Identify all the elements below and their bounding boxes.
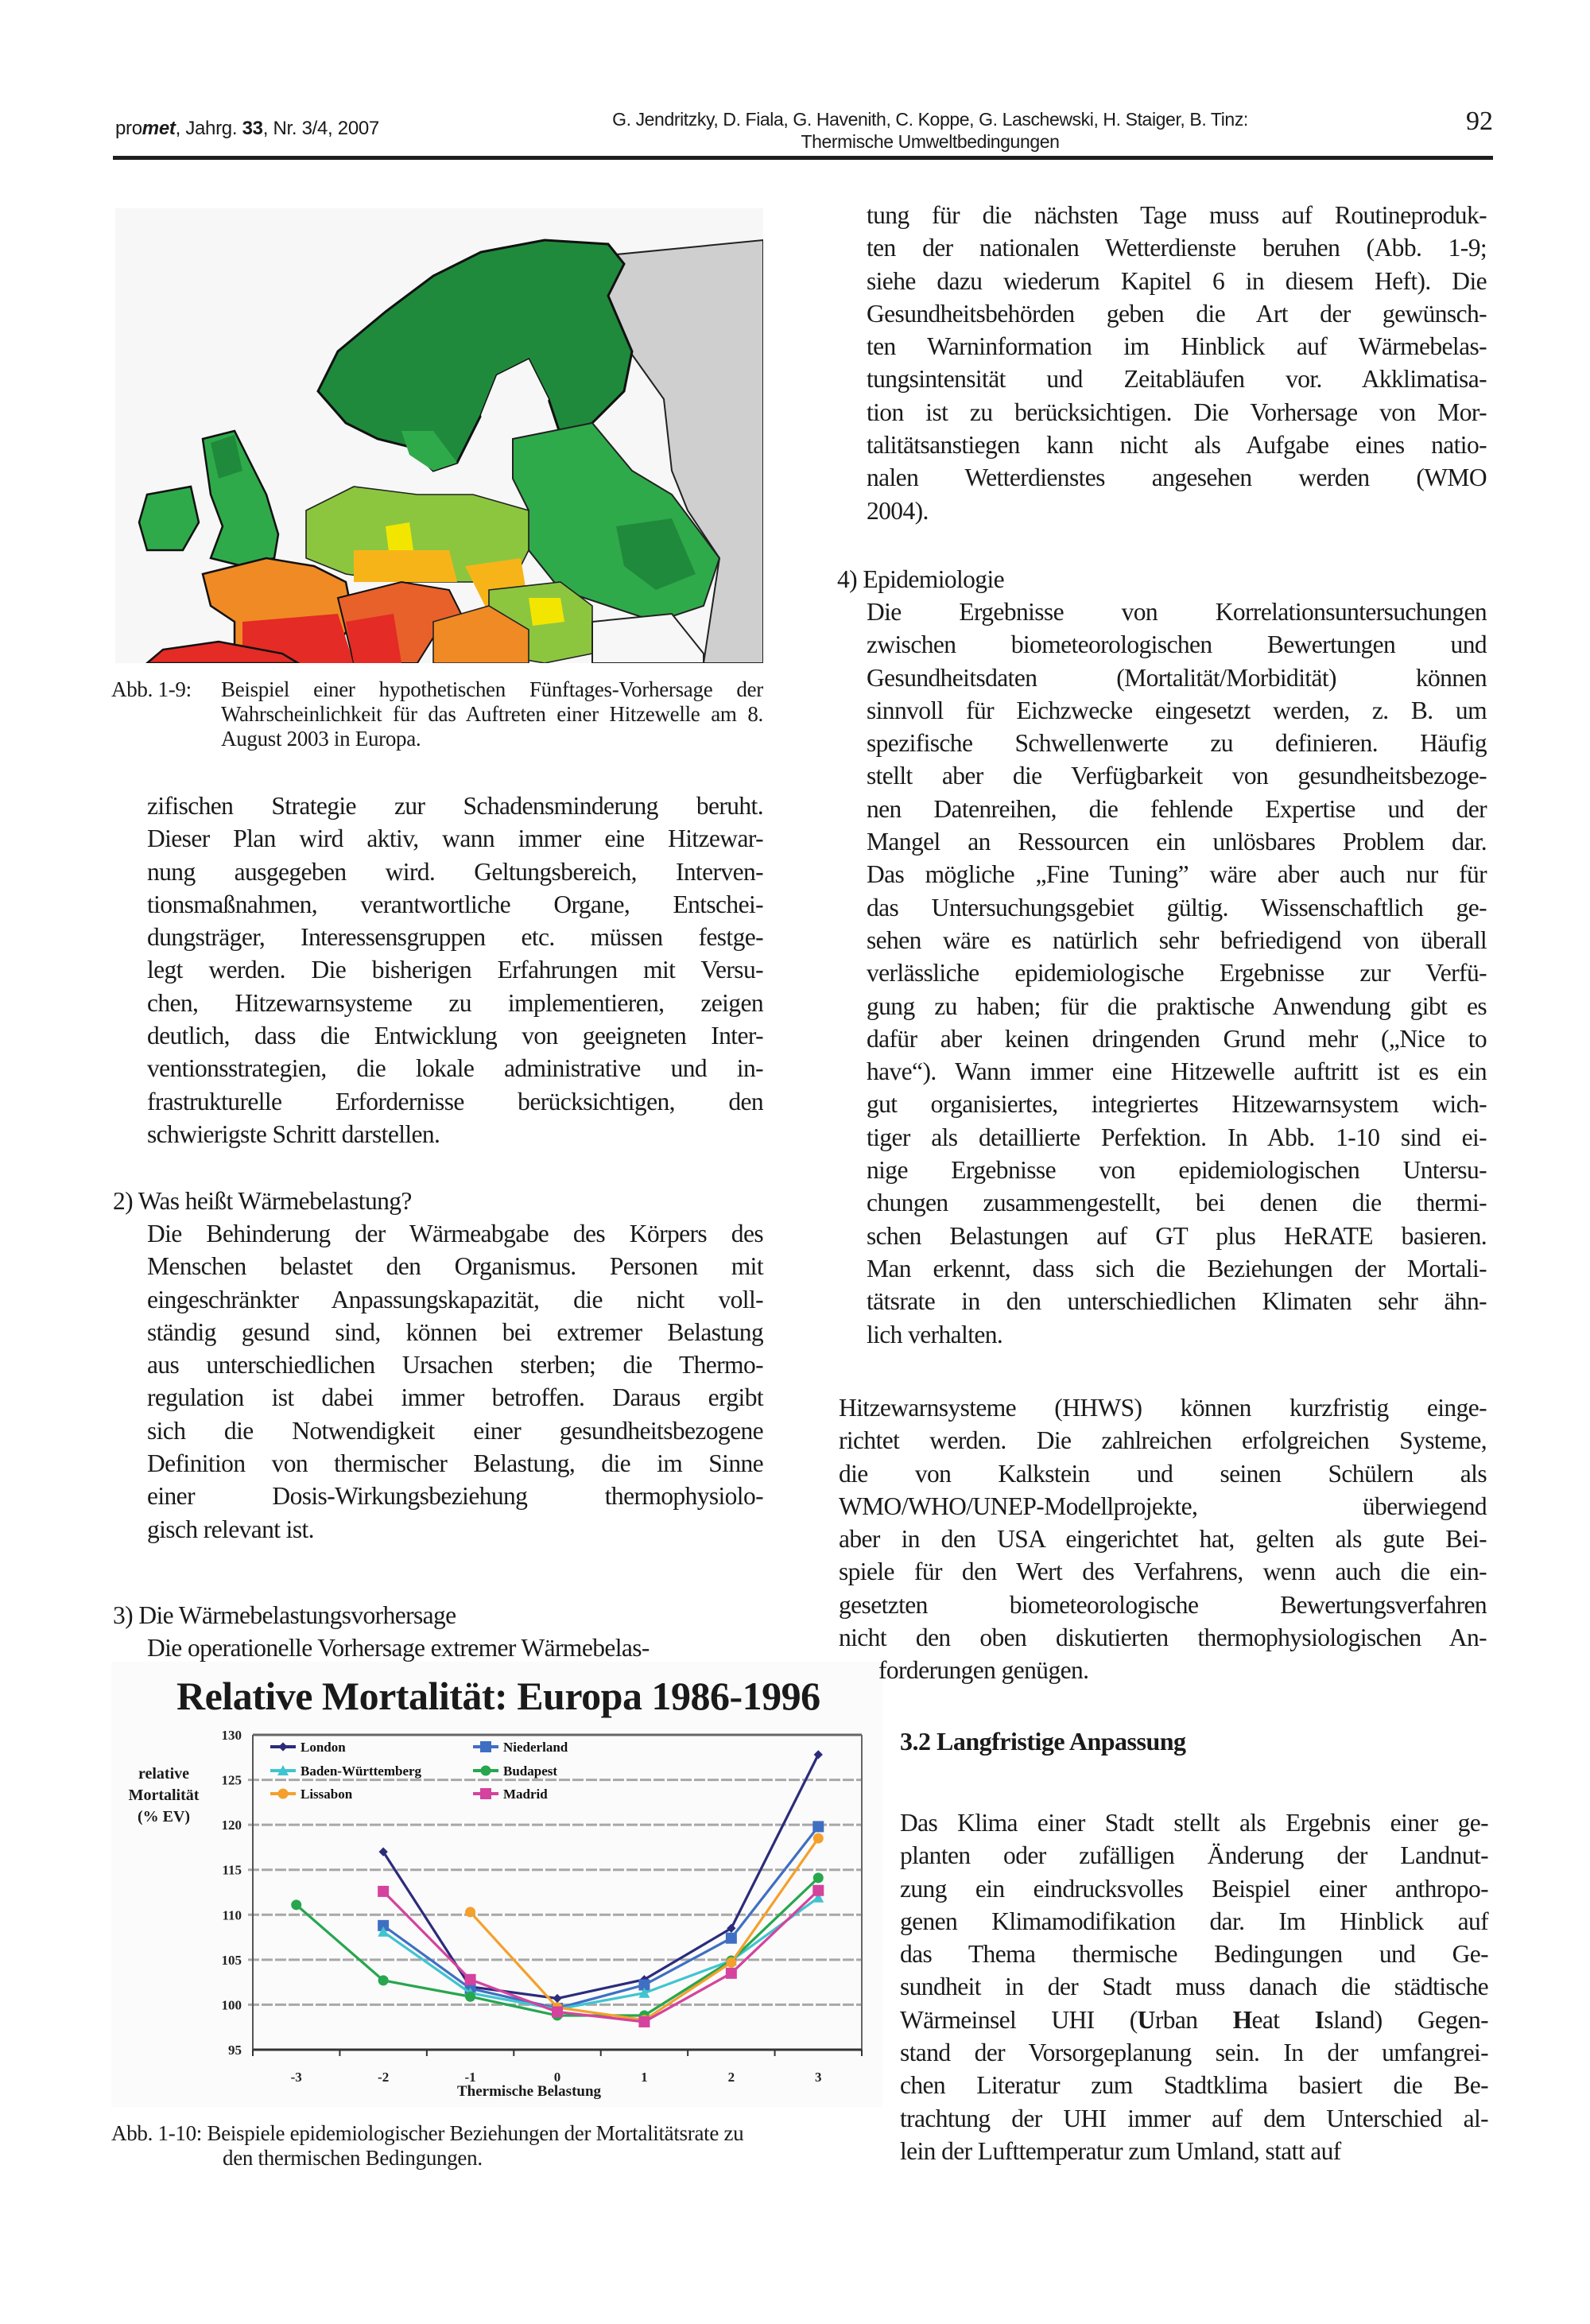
authors: G. Jendritzky, D. Fiala, G. Havenith, C. Koppe, G. Laschewski, H. Staiger, B. Tinz:	[612, 109, 1248, 130]
journal-brand-emphasis: met	[142, 118, 176, 139]
section-2-body	[147, 1217, 763, 1546]
figure-label: Abb. 1-9:	[111, 677, 192, 701]
text-line: tionsmaßnahmen, verantwortliche Organe, Entschei-	[147, 890, 763, 918]
x-tick-label: 0	[553, 2070, 561, 2085]
journal-year-label: , Jahrg.	[175, 118, 242, 139]
text-line: siehe dazu wiederum Kapitel 6 in diesem Heft). Die	[867, 266, 1487, 295]
text-line: verlässliche epidemiologische Ergebnisse zur Verfü-	[867, 959, 1487, 987]
text-line: Das mögliche „Fine Tuning” wäre aber auch nur für	[867, 860, 1487, 889]
section-3-2-heading: 3.2 Langfristige Anpassung	[900, 1727, 1186, 1756]
text-line: tion ist zu berücksichtigen. Die Vorhersage von Mor-	[867, 398, 1487, 426]
chart-title: Relative Mortalität: Europa 1986-1996	[176, 1674, 820, 1718]
text-line: gung zu haben; für die praktische Anwendung gibt es	[867, 991, 1487, 1020]
text-line: stellt aber die Verfügbarkeit von gesundheitsbezoge-	[867, 762, 1487, 790]
section-number: 2)	[113, 1187, 134, 1215]
text-line: schen Belastungen auf GT plus HeRATE basieren.	[867, 1221, 1487, 1250]
text-line: Das Klima einer Stadt stellt als Ergebnis einer ge-	[900, 1809, 1488, 1837]
text-line: regulation ist dabei immer betroffen. Daraus ergibt	[147, 1383, 763, 1412]
legend-item	[473, 1763, 557, 1779]
y-label-line: (% EV)	[137, 1808, 191, 1825]
text-line: tätsrate in den unterschiedlichen Klimaten sehr ähn-	[867, 1287, 1487, 1316]
chart-legend	[270, 1740, 568, 1802]
y-tick-label: 100	[221, 1997, 242, 2013]
text-line: genen Klimamodifikation dar. Im Hinblick auf	[900, 1907, 1488, 1935]
caption-body: Beispiele epidemiologischer Beziehungen der Mortalitätsrate zu	[207, 2121, 744, 2145]
text-line: dungsträger, Interessensgruppen etc. müssen festge-	[147, 923, 763, 952]
text-line: richtet werden. Die zahlreichen erfolgreichen Systeme,	[839, 1426, 1487, 1455]
text-line: aber in den USA eingerichtet hat, gelten als gute Bei-	[839, 1525, 1487, 1554]
y-tick-label: 120	[221, 1818, 242, 1833]
figure-label: Abb. 1-10:	[111, 2121, 202, 2145]
x-axis-title: Thermische Belastung	[457, 2083, 602, 2100]
text-line: Man erkennt, dass sich die Beziehungen der Mortali-	[867, 1254, 1487, 1282]
text-line: aus unterschiedlichen Ursachen sterben; die Thermo-	[147, 1351, 763, 1379]
journal-citation	[115, 118, 379, 140]
text-line: nige Ergebnisse von epidemiologischen Untersu-	[867, 1156, 1487, 1185]
svg-text:Madrid: Madrid	[503, 1787, 548, 1802]
running-head	[493, 108, 1367, 153]
svg-text:Lissabon: Lissabon	[301, 1787, 353, 1802]
left-column-paragraph-1	[147, 790, 763, 1150]
text-line: einer Dosis-Wirkungsbeziehung thermophysiolo-	[147, 1482, 763, 1511]
y-tick-label: 95	[228, 2043, 242, 2058]
x-tick-label: 1	[641, 2070, 648, 2085]
y-tick-label: 110	[222, 1907, 242, 1923]
text-line: schwierigste Schritt darstellen.	[147, 1119, 440, 1148]
text-line: Hitzewarnsysteme (HHWS) können kurzfristig einge-	[839, 1394, 1487, 1422]
text-line: ten Warninformation im Hinblick auf Wärmebelas-	[867, 332, 1487, 361]
series-niederland	[378, 1821, 824, 2014]
series-london	[378, 1750, 822, 2003]
text-line: sehen wäre es natürlich sehr befriedigend von überall	[867, 925, 1487, 954]
svg-text:London: London	[301, 1740, 346, 1755]
text-line: WMO/WHO/UNEP-Modellprojekte, überwiegend	[839, 1492, 1487, 1520]
text-line: Gesundheitsbehörden geben die Art der gewünsch-	[867, 299, 1487, 328]
page-header	[0, 0, 1590, 167]
section-title: Was heißt Wärmebelastung?	[138, 1187, 412, 1215]
caption-body: Beispiel einer hypothetischen Fünftages-Vorhersage der Wahrscheinlichkeit für das Auftreten einer Hitzewelle am 8. August 2003 in Europa.	[221, 677, 763, 751]
text-line: nung ausgegeben wird. Geltungsbereich, Interven-	[147, 857, 763, 886]
section-title: Die Wärmebelastungsvorhersage	[138, 1601, 456, 1629]
text-line: lein der Lufttemperatur zum Umland, statt auf	[900, 2136, 1341, 2165]
text-line: das Untersuchungsgebiet gültig. Wissenschaftlich ge-	[867, 893, 1487, 921]
text-line: gisch relevant ist.	[147, 1515, 314, 1543]
article-title: Thermische Umweltbedingungen	[801, 131, 1060, 152]
text-line: nicht den oben diskutierten thermophysiologischen An-	[839, 1624, 1487, 1652]
text-line: frastrukturelle Erfordernisse berücksichtigen, den	[147, 1087, 763, 1115]
text-line: 2004).	[867, 496, 929, 525]
section-title: Epidemiologie	[863, 565, 1004, 593]
text-line: ständig gesund sind, können bei extremer Belastung	[147, 1317, 763, 1346]
text-line: ten der nationalen Wetterdienste beruhen (Abb. 1-9;	[867, 234, 1487, 262]
svg-text:Budapest: Budapest	[503, 1763, 558, 1779]
x-tick-label: -3	[290, 2070, 302, 2085]
mortality-chart	[111, 1662, 882, 2107]
text-line: sich die Notwendigkeit einer gesundheitsbezogene	[147, 1416, 763, 1445]
text-line: das Thema thermische Bedingungen und Ge-	[900, 1940, 1488, 1969]
section-number: 4)	[837, 565, 858, 593]
text-line: tung für die nächsten Tage muss auf Routineproduk-	[867, 201, 1487, 229]
section-4-heading	[837, 563, 1004, 596]
right-column-paragraph-top	[867, 199, 1487, 527]
text-line: tiger als detaillierte Perfektion. In Abb. 1-10 sind ei-	[867, 1123, 1487, 1151]
text-line: gut organisiertes, integriertes Hitzewarnsystem wich-	[867, 1090, 1487, 1119]
text-line: nen Datenreihen, die fehlende Expertise und der	[867, 794, 1487, 823]
text-line: zifischen Strategie zur Schadensminderung beruht.	[147, 792, 763, 820]
uhi-heat: eat	[1251, 2005, 1315, 2034]
y-label-line: relative	[138, 1765, 190, 1783]
svg-text:Baden-Württemberg: Baden-Württemberg	[301, 1763, 422, 1779]
text-line: sinnvoll für Eichzwecke eingesetzt werden, z. B. um	[867, 696, 1487, 724]
text-line: nalen Wetterdienstes angesehen werden (WMO	[867, 464, 1487, 492]
y-tick-label: 130	[221, 1728, 242, 1743]
chart-plot	[111, 1662, 882, 2107]
y-label-line: Mortalität	[128, 1787, 200, 1804]
text-line: Dieser Plan wird aktiv, wann immer eine Hitzewar-	[147, 824, 763, 853]
section-number: 3)	[113, 1601, 134, 1629]
text-line: forderungen genügen.	[878, 1656, 1089, 1685]
legend-item	[270, 1763, 422, 1779]
section-4-body	[867, 596, 1487, 1351]
text-line: Definition von thermischer Belastung, die im Sinne	[147, 1449, 763, 1478]
journal-brand-prefix: pro	[115, 118, 142, 139]
svg-text:Niederland: Niederland	[503, 1740, 568, 1755]
text-line: chen, Hitzewarnsysteme zu implementieren, zeigen	[147, 988, 763, 1017]
text-line: have“). Wann immer eine Hitzewelle auftritt ist es ein	[867, 1057, 1487, 1086]
text-line: gesetzten biometeorologische Bewertungsverfahren	[839, 1590, 1487, 1619]
journal-issue: , Nr. 3/4, 2007	[262, 118, 379, 139]
text-line: Die Behinderung der Wärmeabgabe des Körpers des	[147, 1220, 763, 1247]
section-3-body	[147, 1631, 763, 1664]
caption-line-1	[111, 2121, 898, 2146]
section-3-2-body	[900, 1806, 1488, 2167]
text-line: legt werden. Die bisherigen Erfahrungen mit Versu-	[147, 956, 763, 984]
text-line: deutlich, dass die Entwicklung von geeigneten Inter-	[147, 1022, 763, 1050]
figure-caption-text	[111, 677, 763, 751]
figure-1-9-caption	[111, 677, 763, 751]
text-line: spezifische Schwellenwerte zu definieren. Häufig	[867, 729, 1487, 758]
figure-1-10-caption	[111, 2121, 898, 2171]
header-rule	[113, 156, 1493, 160]
legend-item	[270, 1740, 346, 1755]
uhi-pre: Wärmeinsel UHI (	[900, 2005, 1138, 2034]
text-line: lich verhalten.	[867, 1320, 1003, 1348]
text-line: eingeschränkter Anpassungskapazität, die nicht voll-	[147, 1285, 763, 1313]
uhi-h: H	[1232, 2005, 1252, 2034]
text-line: Mangel an Ressourcen ein unlösbares Problem dar.	[867, 828, 1487, 856]
x-tick-label: -1	[464, 2070, 476, 2085]
y-axis-label	[116, 1763, 211, 1828]
uhi-island: sland) Gegen-	[1324, 2005, 1488, 2034]
text-line: tungsintensität und Zeitabläufen vor. Akklimatisa-	[867, 365, 1487, 394]
text-line: die von Kalkstein und seinen Schülern als	[839, 1459, 1487, 1488]
text-line-uhi	[900, 2004, 1488, 2036]
text-line: chen Literatur zum Stadtklima basiert die Be-	[900, 2071, 1488, 2100]
europe-heatwave-map	[115, 208, 763, 663]
caption-line-2: den thermischen Bedingungen.	[223, 2146, 483, 2170]
legend-item	[473, 1740, 568, 1755]
text-line: spiele für den Wert des Verfahrens, wenn auch die ein-	[839, 1558, 1487, 1586]
text-line: Menschen belastet den Organismus. Personen mit	[147, 1252, 763, 1281]
uhi-i: I	[1314, 2005, 1324, 2034]
text-line: dafür aber keinen dringenden Grund mehr („Nice to	[867, 1024, 1487, 1053]
section-3-heading	[113, 1599, 456, 1631]
text-line: Die Ergebnisse von Korrelationsuntersuchungen	[867, 598, 1487, 626]
text-line: Die operationelle Vorhersage extremer Wärmebelas-	[147, 1634, 650, 1662]
text-line: talitätsanstiegen kann nicht als Aufgabe eines natio-	[867, 431, 1487, 460]
y-tick-label: 105	[221, 1952, 242, 1968]
text-line: zwischen biometeorologischen Bewertungen und	[867, 630, 1487, 659]
legend-item	[473, 1787, 548, 1802]
x-tick-label: -2	[378, 2070, 390, 2085]
text-line: trachtung der UHI immer auf dem Unterschied al-	[900, 2104, 1488, 2132]
y-tick-label: 125	[221, 1772, 242, 1788]
x-tick-label: 2	[727, 2070, 735, 2085]
uhi-u: U	[1137, 2005, 1155, 2034]
y-tick-label: 115	[222, 1862, 242, 1878]
legend-item	[270, 1787, 353, 1802]
text-line: chungen zusammengestellt, bei denen die thermi-	[867, 1189, 1487, 1217]
page-number: 92	[1466, 107, 1493, 136]
text-line: stand der Vorsorgeplanung sein. In der umfangrei-	[900, 2039, 1488, 2067]
text-line: planten oder zufälligen Änderung der Landnut-	[900, 1841, 1488, 1870]
x-tick-label: 3	[815, 2070, 822, 2085]
section-2-heading	[113, 1185, 412, 1217]
text-line: zung ein eindrucksvolles Beispiel einer anthropo-	[900, 1874, 1488, 1903]
right-column-hhws-paragraph	[839, 1391, 1487, 1687]
map-graphic	[115, 208, 763, 663]
text-line: ventionsstrategien, die lokale administrative und in-	[147, 1054, 763, 1083]
journal-volume: 33	[242, 118, 263, 139]
text-line: sundheit in der Stadt muss danach die städtische	[900, 1973, 1488, 2001]
uhi-urban: rban	[1154, 2005, 1233, 2034]
text-line: Gesundheitsdaten (Mortalität/Morbidität) können	[867, 663, 1487, 692]
